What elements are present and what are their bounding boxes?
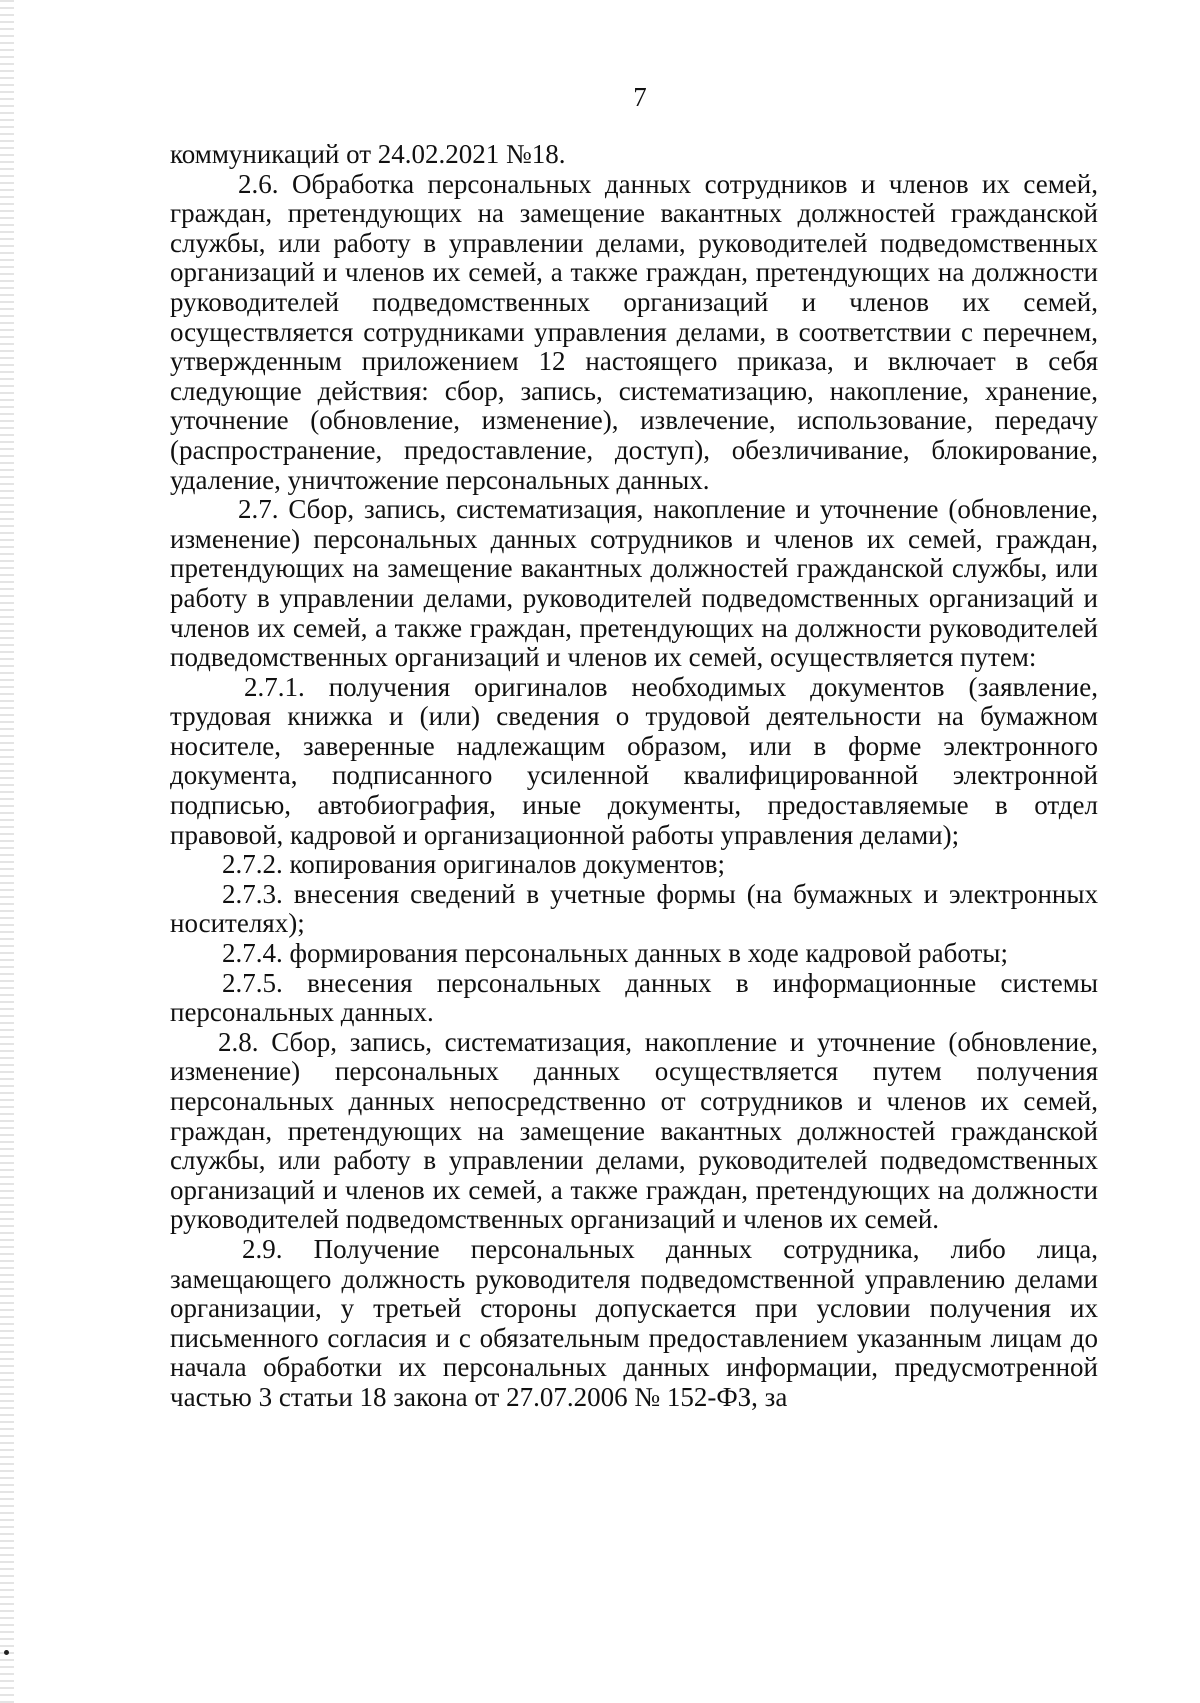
paragraph-2-7-5: 2.7.5. внесения персональных данных в информационные системы персональных данных.: [170, 967, 1098, 1028]
paragraph-2-6: 2.6. Обработка персональных данных сотрудников и членов их семей, граждан, претендующих на замещение вакантных должностей гражданской службы, или работу в управлении делами, руководителей подведомственных организаций и членов их семей, а также граждан, претендующих на должности руководителей подведомственных организаций и членов их семей, осуществляется сотрудниками управления делами, в соответствии с перечнем, утвержденным приложением 12 настоящего приказа, и включает в себя следующие действия: сбор, запись, систематизацию, накопление, хранение, уточнение (обновление, изменение), извлечение, использование, передачу (распространение, предоставление, доступ), обезличивание, блокирование, удаление, уничтожение персональных данных.: [170, 168, 1098, 495]
scan-dot: [4, 1650, 9, 1655]
document-body: [170, 140, 1098, 1413]
paragraph-2-7-1: 2.7.1. получения оригиналов необходимых документов (заявление, трудовая книжка и (или) сведения о трудовой деятельности на бумажном носителе, заверенные надлежащим образом, или в форме электронного документа, подписанного усиленной квалифицированной электронной подписью, автобиография, иные документы, предоставляемые в отдел правовой, кадровой и организационной работы управления делами);: [170, 671, 1098, 850]
page-number: 7: [633, 82, 647, 112]
paragraph-2-7-4: 2.7.4. формирования персональных данных в ходе кадровой работы;: [222, 938, 1008, 969]
paragraph-2-7-2: 2.7.2. копирования оригиналов документов;: [222, 849, 726, 880]
paragraph-2-7: 2.7. Сбор, запись, систематизация, накопление и уточнение (обновление, изменение) персональных данных сотрудников и членов их семей, граждан, претендующих на замещение вакантных должностей гражданской службы, или работу в управлении делами, руководителей подведомственных организаций и членов их семей, а также граждан, претендующих на должности руководителей подведомственных организаций и членов их семей, осуществляется путем:: [170, 494, 1098, 673]
paragraph-continuation: коммуникаций от 24.02.2021 №18.: [170, 139, 566, 169]
scan-edge-shadow: [0, 0, 14, 1703]
paragraph-2-9: 2.9. Получение персональных данных сотрудника, либо лица, замещающего должность руководителя подведомственной управлению делами организации, у третьей стороны допускается при условии получения их письменного согласия и с обязательным предоставлением указанным лицам до начала обработки их персональных данных информации, предусмотренной частью 3 статьи 18 закона от 27.07.2006 № 152-ФЗ, за: [170, 1233, 1098, 1412]
paragraph-2-7-3: 2.7.3. внесения сведений в учетные формы (на бумажных и электронных носителях);: [170, 878, 1098, 939]
paragraph-2-8: 2.8. Сбор, запись, систематизация, накопление и уточнение (обновление, изменение) персональных данных осуществляется путем получения персональных данных непосредственно от сотрудников и членов их семей, граждан, претендующих на замещение вакантных должностей гражданской службы, или работу в управлении делами, руководителей подведомственных организаций и членов их семей, а также граждан, претендующих на должности руководителей подведомственных организаций и членов их семей.: [170, 1026, 1098, 1235]
